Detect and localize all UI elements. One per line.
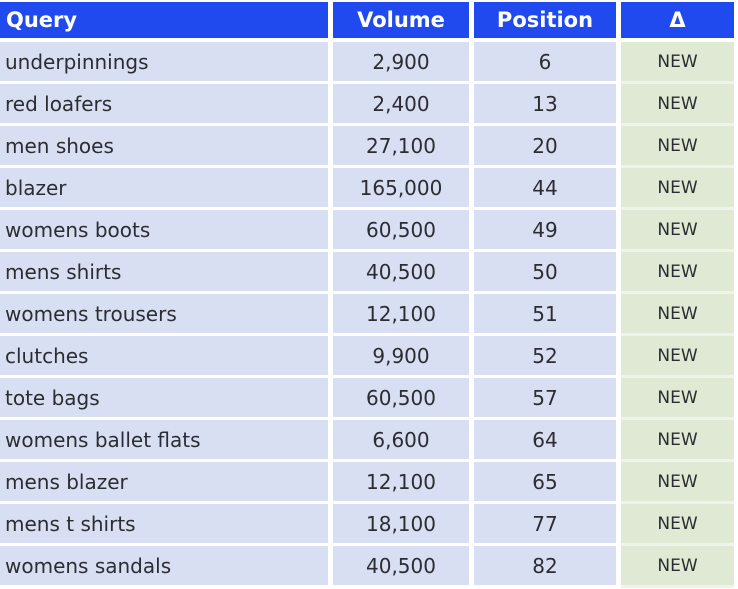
query-cell: mens t shirts (0, 504, 333, 546)
volume-cell: 40,500 (333, 252, 474, 294)
position-cell: 49 (474, 210, 621, 252)
delta-cell: NEW (621, 252, 734, 294)
volume-cell: 12,100 (333, 462, 474, 504)
header-row (0, 2, 734, 42)
position-cell: 64 (474, 420, 621, 462)
volume-cell: 40,500 (333, 546, 474, 588)
column-header-volume: Volume (333, 2, 474, 42)
volume-cell: 18,100 (333, 504, 474, 546)
volume-cell: 165,000 (333, 168, 474, 210)
volume-cell: 60,500 (333, 378, 474, 420)
delta-cell: NEW (621, 42, 734, 84)
volume-cell: 2,400 (333, 84, 474, 126)
delta-cell: NEW (621, 504, 734, 546)
volume-cell: 27,100 (333, 126, 474, 168)
delta-cell: NEW (621, 168, 734, 210)
table-row (0, 378, 734, 420)
table-row (0, 252, 734, 294)
table-row (0, 462, 734, 504)
table-row (0, 504, 734, 546)
delta-cell: NEW (621, 294, 734, 336)
query-cell: blazer (0, 168, 333, 210)
delta-cell: NEW (621, 462, 734, 504)
query-cell: mens blazer (0, 462, 333, 504)
delta-cell: NEW (621, 546, 734, 588)
table-body (0, 42, 734, 588)
delta-cell: NEW (621, 84, 734, 126)
table-row (0, 84, 734, 126)
query-cell: underpinnings (0, 42, 333, 84)
table-row (0, 42, 734, 84)
position-cell: 65 (474, 462, 621, 504)
table-row (0, 420, 734, 462)
table-row (0, 126, 734, 168)
position-cell: 50 (474, 252, 621, 294)
delta-cell: NEW (621, 210, 734, 252)
volume-cell: 6,600 (333, 420, 474, 462)
volume-cell: 12,100 (333, 294, 474, 336)
query-cell: tote bags (0, 378, 333, 420)
query-cell: womens boots (0, 210, 333, 252)
position-cell: 82 (474, 546, 621, 588)
position-cell: 20 (474, 126, 621, 168)
volume-cell: 9,900 (333, 336, 474, 378)
table-row (0, 168, 734, 210)
delta-cell: NEW (621, 378, 734, 420)
query-cell: red loafers (0, 84, 333, 126)
table-row (0, 336, 734, 378)
table-row (0, 294, 734, 336)
position-cell: 6 (474, 42, 621, 84)
position-cell: 51 (474, 294, 621, 336)
volume-cell: 60,500 (333, 210, 474, 252)
query-cell: men shoes (0, 126, 333, 168)
keyword-ranking-table (0, 2, 734, 588)
position-cell: 57 (474, 378, 621, 420)
delta-cell: NEW (621, 420, 734, 462)
delta-cell: NEW (621, 336, 734, 378)
position-cell: 77 (474, 504, 621, 546)
volume-cell: 2,900 (333, 42, 474, 84)
column-header-delta: Δ (621, 2, 734, 42)
column-header-position: Position (474, 2, 621, 42)
query-cell: mens shirts (0, 252, 333, 294)
table-row (0, 210, 734, 252)
query-cell: womens sandals (0, 546, 333, 588)
position-cell: 44 (474, 168, 621, 210)
position-cell: 13 (474, 84, 621, 126)
delta-cell: NEW (621, 126, 734, 168)
query-cell: clutches (0, 336, 333, 378)
table-row (0, 546, 734, 588)
position-cell: 52 (474, 336, 621, 378)
query-cell: womens trousers (0, 294, 333, 336)
query-cell: womens ballet flats (0, 420, 333, 462)
column-header-query: Query (0, 2, 333, 42)
